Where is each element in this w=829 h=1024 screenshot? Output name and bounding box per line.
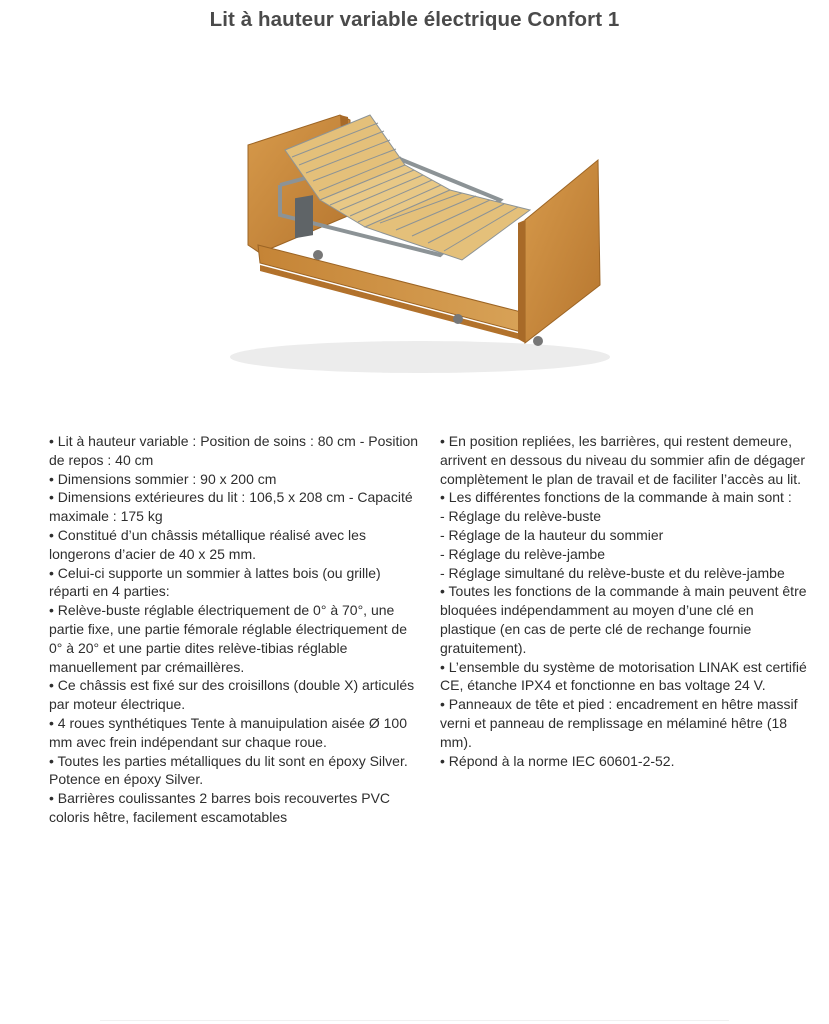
divider (100, 1020, 729, 1021)
right-column-paragraph: • Panneaux de tête et pied : encadrement en hêtre massif verni et panneau de remplissage en mélaminé hêtre (18 mm). (440, 696, 798, 750)
right-column-paragraph: - Réglage du relève-jambe (440, 545, 605, 562)
left-column-paragraph: • 4 roues synthétiques Tente à manuipulation aisée Ø 100 mm avec frein indépendant sur chaque roue. (49, 714, 407, 750)
right-column (440, 432, 812, 770)
wheel (313, 250, 323, 260)
right-column-paragraph: • Les différentes fonctions de la commande à main sont : (440, 489, 792, 506)
motor (295, 195, 313, 238)
page-title: Lit à hauteur variable électrique Confort 1 (209, 8, 620, 31)
right-column-paragraph: • Répond à la norme IEC 60601-2-52. (440, 752, 675, 769)
floor-shadow (230, 341, 610, 373)
left-column (49, 432, 419, 827)
side-rail (258, 245, 525, 333)
right-column-paragraph: • L’ensemble du système de motorisation LINAK est certifié CE, étanche IPX4 et fonctionne en bas voltage 24 V. (440, 658, 807, 694)
left-column-paragraph: • Celui-ci supporte un sommier à lattes bois (ou grille) réparti en 4 parties: (49, 564, 381, 600)
bed-photo (200, 95, 630, 385)
right-column-paragraph: - Réglage simultané du relève-buste et du relève-jambe (440, 564, 785, 581)
left-column-paragraph: • Constitué d’un châssis métallique réalisé avec les longerons d’acier de 40 x 25 mm. (49, 526, 366, 562)
right-column-paragraph: - Réglage de la hauteur du sommier (440, 526, 664, 543)
left-column-paragraph: • Lit à hauteur variable : Position de soins : 80 cm - Position de repos : 40 cm (49, 433, 419, 468)
left-column-paragraph: • Relève-buste réglable électriquement de 0° à 70°, une partie fixe, une partie fémorale réglable électriquement de 0° à 20° et une partie dites relève-tibias réglable manuellement par crémaillères. (49, 602, 407, 675)
right-column-paragraph: • Toutes les fonctions de la commande à main peuvent être bloquées indépendamment au moyen d’une clé en plastique (en cas de perte clé de rechange fournie gratuitement). (440, 583, 807, 656)
left-column-paragraph: • Dimensions sommier : 90 x 200 cm (49, 470, 277, 487)
wheel (533, 336, 543, 346)
left-column-paragraph: • Dimensions extérieures du lit : 106,5 x 208 cm - Capacité maximale : 175 kg (49, 489, 413, 525)
left-column-paragraph: • Toutes les parties métalliques du lit sont en époxy Silver. Potence en époxy Silver. (49, 752, 408, 788)
right-column-paragraph: - Réglage du relève-buste (440, 508, 602, 525)
foot-board (525, 160, 600, 343)
wheel (453, 314, 463, 324)
left-column-paragraph: • Ce châssis est fixé sur des croisillons (double X) articulés par moteur électrique. (49, 677, 415, 713)
left-column-paragraph: • Barrières coulissantes 2 barres bois recouvertes PVC coloris hêtre, facilement escamotables (49, 790, 391, 825)
right-column-paragraph: • En position repliées, les barrières, qui restent demeure, arrivent en dessous du niveau du sommier afin de dégager complètement le plan de travail et de faciliter l’accès au lit. (440, 433, 805, 487)
